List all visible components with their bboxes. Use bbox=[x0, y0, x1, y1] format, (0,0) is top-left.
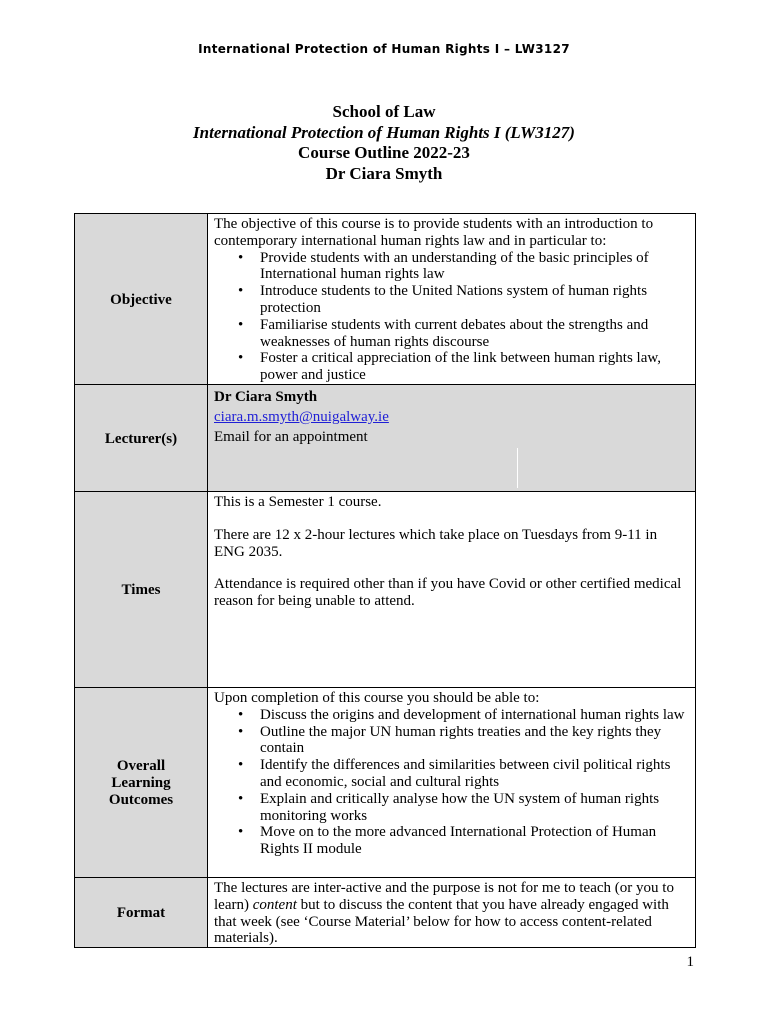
list-item: • Foster a critical appreciation of the link between human rights law, power and justice bbox=[260, 350, 689, 384]
format-row bbox=[75, 877, 696, 947]
running-header: International Protection of Human Rights I – LW3127 bbox=[198, 42, 570, 56]
lecturers-row bbox=[75, 384, 696, 491]
lecturers-content bbox=[208, 384, 696, 491]
objective-row bbox=[75, 214, 696, 385]
course-outline-table bbox=[74, 213, 696, 948]
list-item: • Move on to the more advanced International Protection of Human Rights II module bbox=[260, 824, 689, 858]
page-number: 1 bbox=[686, 954, 694, 970]
times-row bbox=[75, 491, 696, 687]
outcomes-label-line: Learning bbox=[111, 775, 171, 792]
school-name: School of Law bbox=[332, 102, 436, 121]
list-item: • Outline the major UN human rights treaties and the key rights they contain bbox=[260, 724, 689, 758]
course-name: International Protection of Human Rights I (LW3127) bbox=[193, 122, 575, 142]
objective-list bbox=[214, 250, 689, 384]
list-item: • Discuss the origins and development of international human rights law bbox=[260, 707, 689, 724]
lecturers-label: Lecturer(s) bbox=[75, 384, 208, 491]
outcomes-intro: Upon completion of this course you should be able to: bbox=[214, 689, 540, 706]
format-text-before: The lectures are inter-active and the purpose is not for me to teach (or you to learn) bbox=[214, 879, 674, 913]
list-item: • Introduce students to the United Nations system of human rights protection bbox=[260, 283, 689, 317]
format-label: Format bbox=[75, 877, 208, 947]
appointment-note: Email for an appointment bbox=[214, 428, 368, 445]
cell-divider bbox=[517, 448, 518, 488]
lectures-text: There are 12 x 2-hour lectures which take place on Tuesdays from 9-11 in ENG 2035. bbox=[214, 526, 658, 560]
list-item: • Identify the differences and similarities between civil political rights and economic, social and cultural rights bbox=[260, 757, 689, 791]
objective-label: Objective bbox=[75, 214, 208, 385]
list-item: • Familiarise students with current debates about the strengths and weaknesses of human rights discourse bbox=[260, 317, 689, 351]
outcomes-content bbox=[208, 687, 696, 877]
author-name: Dr Ciara Smyth bbox=[325, 163, 443, 183]
times-content bbox=[208, 491, 696, 687]
course-outline-year: Course Outline 2022-23 bbox=[298, 143, 470, 162]
times-label: Times bbox=[75, 491, 208, 687]
objective-content bbox=[208, 214, 696, 385]
objective-intro: The objective of this course is to provide students with an introduction to contemporary international human rights law and in particular to: bbox=[214, 216, 654, 249]
list-item: • Explain and critically analyse how the UN system of human rights monitoring works bbox=[260, 791, 689, 825]
outcomes-label bbox=[75, 687, 208, 877]
lecturer-email-link[interactable]: ciara.m.smyth@nuigalway.ie bbox=[214, 408, 389, 425]
format-content bbox=[208, 877, 696, 947]
outcomes-label-line: Overall bbox=[116, 758, 166, 775]
attendance-text: Attendance is required other than if you have Covid or other certified medical reason for being unable to attend. bbox=[214, 576, 682, 610]
outcomes-list bbox=[214, 707, 689, 858]
list-item: • Provide students with an understanding of the basic principles of International human rights law bbox=[260, 250, 689, 284]
format-emphasis: content bbox=[252, 896, 297, 913]
format-text-after: but to discuss the content that you have already engaged with that week (see ‘Course Material’ below for how to access content-related materials). bbox=[214, 896, 669, 947]
semester-text: This is a Semester 1 course. bbox=[214, 493, 382, 510]
outcomes-label-line: Outcomes bbox=[108, 791, 174, 808]
lecturer-name: Dr Ciara Smyth bbox=[214, 388, 318, 405]
title-block bbox=[0, 102, 768, 184]
outcomes-row bbox=[75, 687, 696, 877]
